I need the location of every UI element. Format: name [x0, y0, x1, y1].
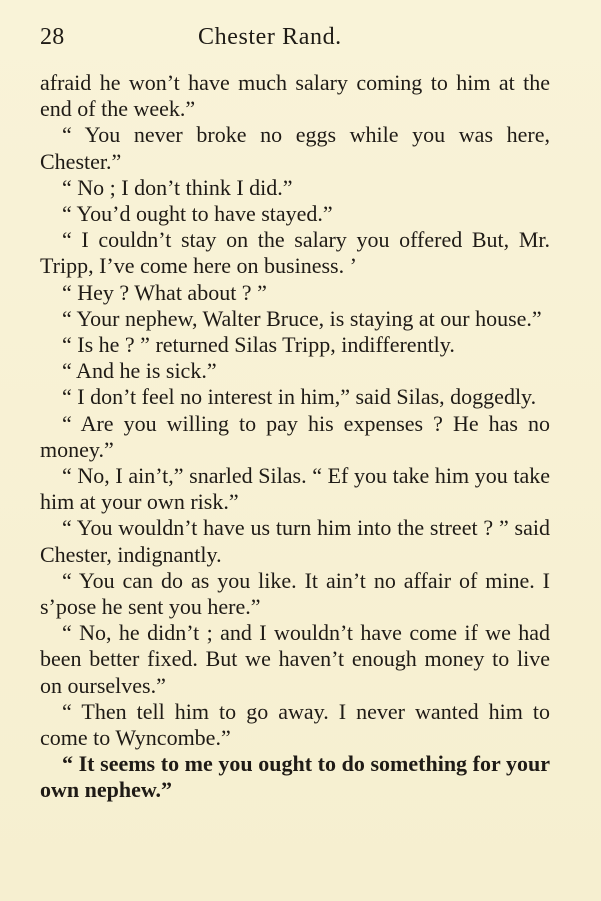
paragraph: “ Your nephew, Walter Bruce, is staying at our house.” — [62, 305, 542, 331]
paragraph: “ No ; I don’t think I did.” — [62, 174, 293, 200]
paragraph: “ No, I ain’t,” snarled Silas. “ Ef you take him you take him at your own risk.” — [40, 463, 550, 515]
page-header — [40, 24, 549, 58]
running-head: Chester Rand. — [198, 24, 342, 50]
page-number: 28 — [40, 24, 65, 50]
paragraph: “ I couldn’t stay on the salary you offered But, Mr. Tripp, I’ve come here on business. ’ — [40, 227, 550, 279]
paragraph: “ You can do as you like. It ain’t no affair of mine. I s’pose he sent you here.” — [40, 567, 550, 620]
paragraph: “ It seems to me you ought to do something for your own nephew.” — [40, 751, 550, 803]
paragraph: “ You’d ought to have stayed.” — [62, 201, 333, 227]
paragraph: “ Are you willing to pay his expenses ? He has no money.” — [40, 410, 550, 462]
paragraph: “ You wouldn’t have us turn him into the street ? ” said Chester, indignantly. — [40, 515, 550, 567]
paragraph: “ And he is sick.” — [62, 358, 217, 384]
paragraph: “ I don’t feel no interest in him,” said Silas, doggedly. — [62, 384, 537, 410]
paragraph: “ Then tell him to go away. I never wanted him to come to Wyncombe.” — [40, 698, 550, 751]
paragraph: afraid he won’t have much salary coming to him at the end of the week.” — [40, 70, 550, 122]
paragraph: “ Hey ? What about ? ” — [62, 279, 267, 305]
paragraph: “ You never broke no eggs while you was here, Chester.” — [40, 122, 550, 174]
paragraph: “ No, he didn’t ; and I wouldn’t have come if we had been better fixed. But we haven’t enough money to live on ourselves.” — [40, 620, 550, 698]
body-text — [40, 70, 550, 804]
paragraph: “ Is he ? ” returned Silas Tripp, indifferently. — [62, 332, 455, 358]
